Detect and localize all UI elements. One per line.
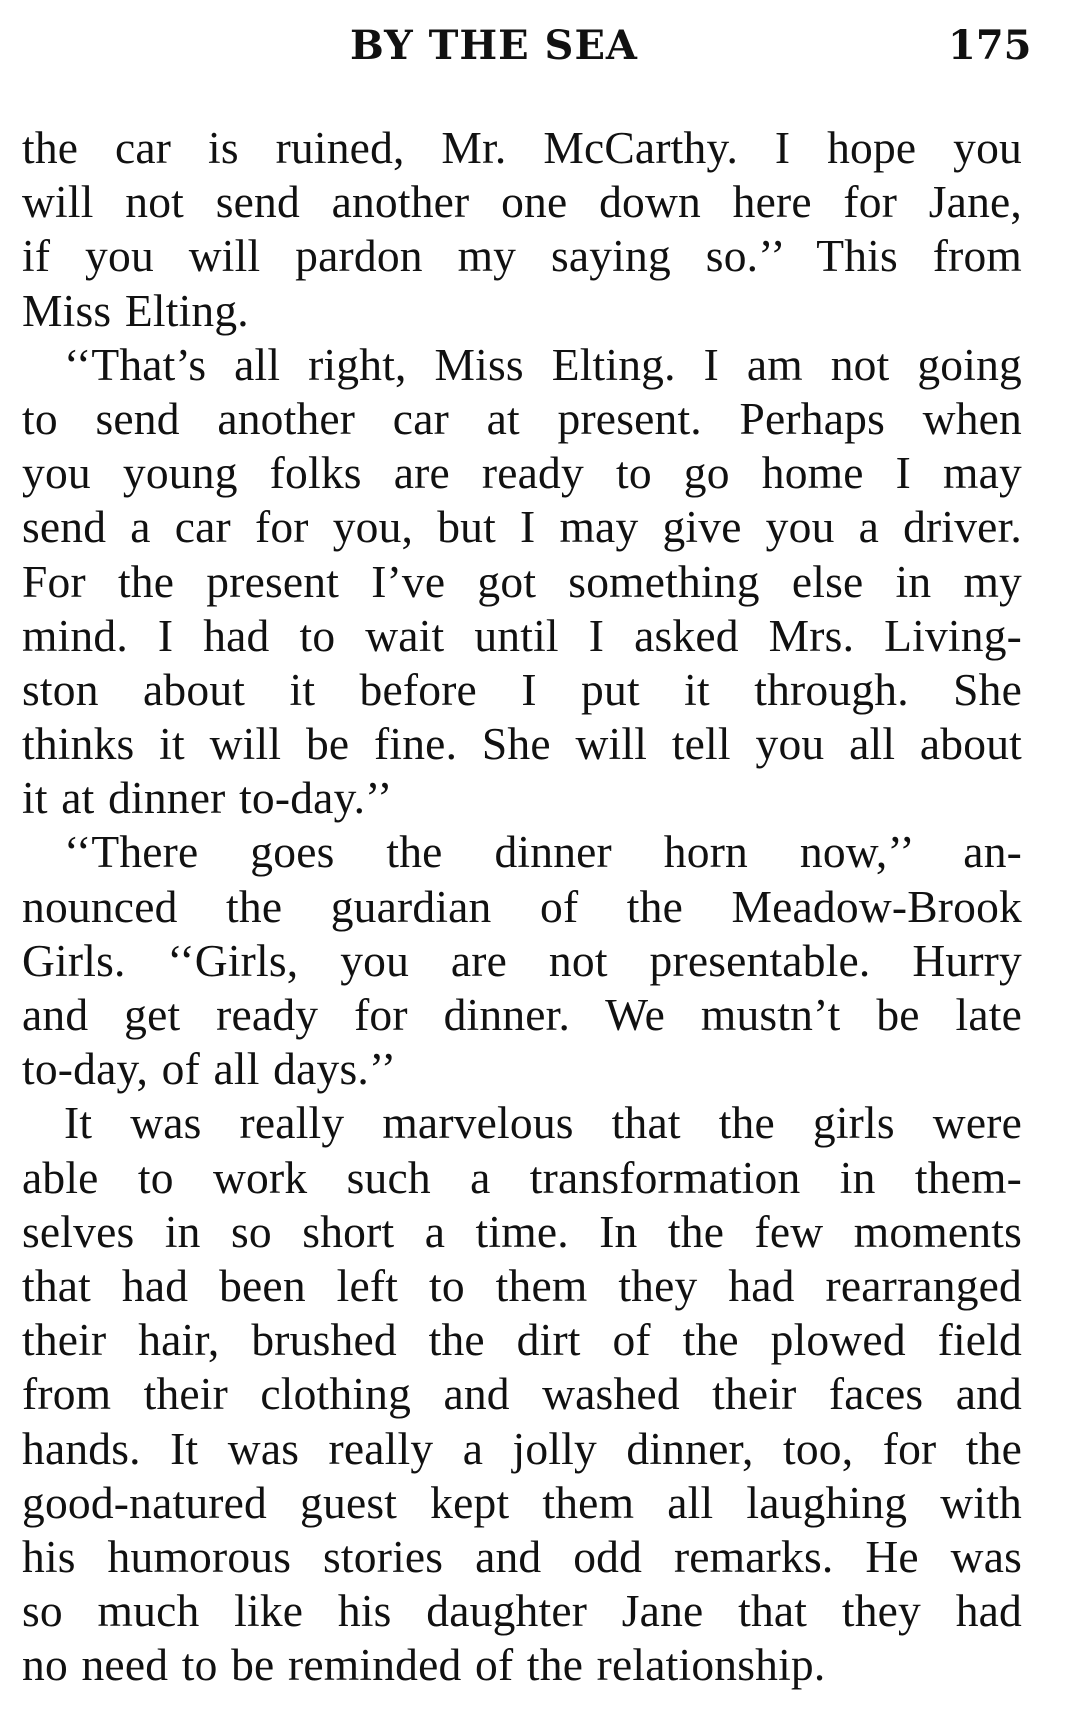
text-line: able to work such a transformation in them-	[22, 1151, 1022, 1203]
text-line: their hair, brushed the dirt of the plowed field	[22, 1314, 1022, 1366]
page-header	[0, 18, 1066, 74]
text-line: so much like his daughter Jane that they had	[22, 1585, 1022, 1637]
text-line: thinks it will be fine. She will tell you all about	[22, 718, 1022, 770]
paragraph	[22, 121, 1022, 338]
body-text	[22, 121, 1022, 1692]
running-head: BY THE SEA	[350, 22, 638, 69]
text-line: ‘‘There goes the dinner horn now,’’ an-	[64, 826, 1022, 878]
text-line: his humorous stories and odd remarks. He was	[22, 1530, 1022, 1582]
text-line: good-natured guest kept them all laughing with	[22, 1476, 1022, 1528]
paragraph	[22, 825, 1022, 1096]
text-line: Girls. ‘‘Girls, you are not presentable. Hurry	[22, 934, 1022, 986]
text-line: and get ready for dinner. We mustn’t be late	[22, 989, 1022, 1040]
text-line: you young folks are ready to go home I may	[22, 447, 1022, 499]
text-line: the car is ruined, Mr. McCarthy. I hope you	[22, 122, 1022, 173]
text-line: send a car for you, but I may give you a driver.	[22, 501, 1022, 553]
text-line: For the present I’ve got something else in my	[22, 555, 1022, 607]
text-line: mind. I had to wait until I asked Mrs. Living-	[22, 609, 1022, 661]
text-line: It was really marvelous that the girls were	[64, 1097, 1022, 1149]
text-line: no need to be reminded of the relationship.	[22, 1639, 826, 1691]
text-line: to-day, of all days.’’	[22, 1043, 397, 1095]
text-line: if you will pardon my saying so.’’ This from	[22, 230, 1022, 282]
text-line: it at dinner to-day.’’	[22, 772, 393, 824]
paragraph	[22, 1096, 1022, 1692]
text-line: that had been left to them they had rearranged	[22, 1259, 1022, 1311]
text-line: ston about it before I put it through. She	[22, 663, 1022, 715]
text-line: from their clothing and washed their faces and	[22, 1368, 1022, 1420]
text-line: selves in so short a time. In the few moments	[22, 1205, 1022, 1257]
text-line: ‘‘That’s all right, Miss Elting. I am not going	[64, 338, 1022, 390]
paragraph	[22, 338, 1022, 826]
page-number: 175	[948, 22, 1032, 69]
text-line: will not send another one down here for Jane,	[22, 176, 1022, 228]
text-line: nounced the guardian of the Meadow-Brook	[22, 880, 1022, 932]
text-line: hands. It was really a jolly dinner, too, for the	[22, 1422, 1022, 1474]
text-line: Miss Elting.	[22, 284, 249, 336]
text-line: to send another car at present. Perhaps when	[22, 392, 1022, 444]
